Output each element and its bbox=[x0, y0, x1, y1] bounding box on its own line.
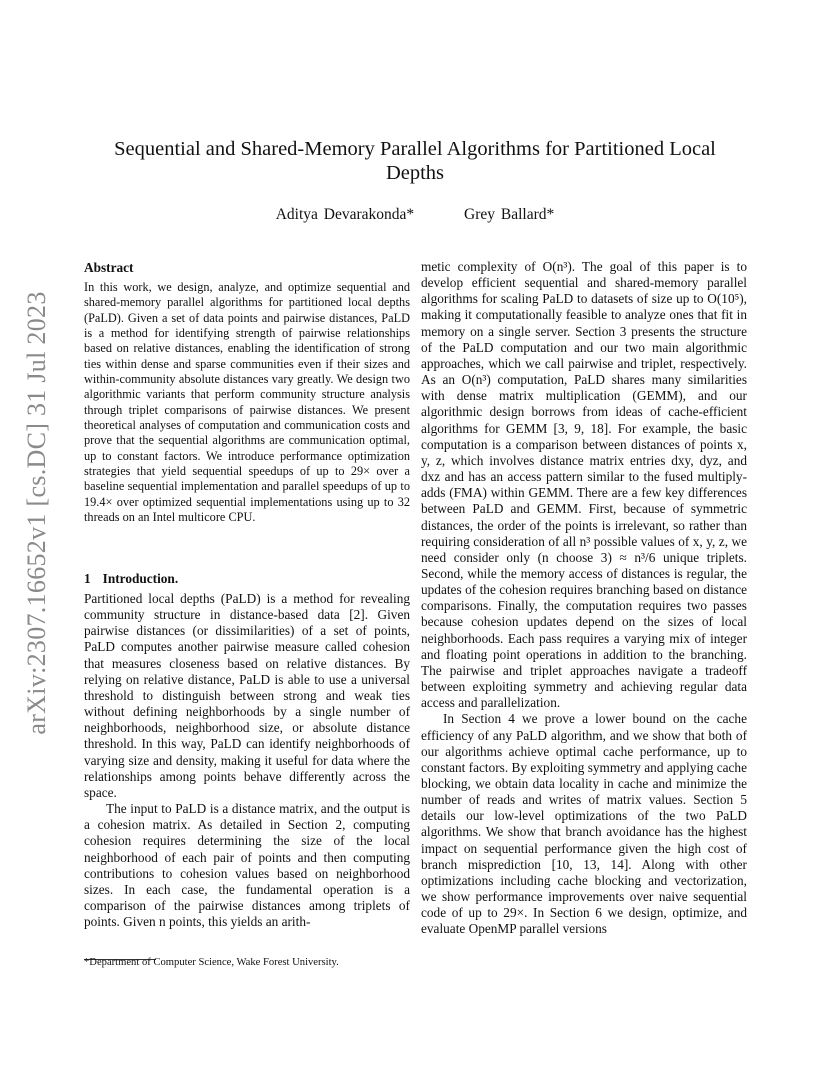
arxiv-identifier-sidebar bbox=[22, 293, 52, 733]
abstract-heading: Abstract bbox=[84, 260, 134, 275]
section-number: 1 bbox=[84, 571, 91, 586]
right-column-body bbox=[421, 259, 747, 938]
arxiv-identifier: arXiv:2307.16652v1 [cs.DC] 31 Jul 2023 bbox=[22, 291, 51, 735]
section-heading bbox=[84, 571, 178, 587]
abstract-text: In this work, we design, analyze, and optimize sequential and shared-memory parallel algorithms for partitioned local depths (PaLD). Given a set of data points and pairwise distances, PaLD is a method for identifying strength of pairwise relationships based on relative distances, enabling the identification of strong ties within dense and sparse communities even if their sizes and within-community absolute distances vary greatly. We design two algorithmic variants that perform community structure analysis through triplet comparisons of pairwise distances. We present theoretical analyses of computation and communication costs and prove that the sequential algorithms are communication optimal, up to constant factors. We introduce performance optimization strategies that yield sequential speedups of up to 29× over a baseline sequential implementation and parallel speedups of up to 19.4× over optimized sequential implementations using up to 32 threads on an Intel multicore CPU. bbox=[84, 280, 410, 525]
footnote: *Department of Computer Science, Wake Forest University. bbox=[84, 957, 339, 968]
paragraph: The input to PaLD is a distance matrix, and the output is a cohesion matrix. As detailed in Section 2, computing cohesion requires determining the size of the local neighborhood of each pair of points and then computing contributions to cohesion values based on neighborhood sizes. In each case, the fundamental operation is a comparison of the pairwise distances among triplets of points. Given n points, this yields an arith- bbox=[84, 801, 410, 930]
paper-title: Sequential and Shared-Memory Parallel Algorithms for Partitioned Local Depths bbox=[114, 138, 716, 184]
author-list bbox=[95, 206, 735, 224]
author-name: Aditya Devarakonda* bbox=[275, 206, 415, 223]
paragraph: In Section 4 we prove a lower bound on the cache efficiency of any PaLD algorithm, and we show that both of our algorithms achieve optimal cache performance, up to constant factors. By exploiting symmetry and applying cache blocking, we obtain data locality in cache and minimize the number of reads and writes of matrix values. Section 5 details our low-level optimizations of the two PaLD algorithms. We show that branch avoidance has the highest impact on sequential performance given the high cost of branch misprediction [10, 13, 14]. Along with other optimizations including cache blocking and vectorization, we show performance improvements over naive sequential code of up to 29×. In Section 6 we design, optimize, and evaluate OpenMP parallel versions bbox=[421, 711, 747, 937]
left-column-body bbox=[84, 591, 410, 930]
abstract-body bbox=[84, 280, 410, 526]
author-name: Grey Ballard* bbox=[464, 206, 555, 223]
paragraph: metic complexity of O(n³). The goal of this paper is to develop efficient sequential and shared-memory parallel algorithms for scaling PaLD to datasets of size up to O(10⁵), making it computationally feasible to analyze ones that fit in memory on a single server. Section 3 presents the structure of the PaLD computation and our two main algorithmic approaches, which we call pairwise and triplet, respectively. As an O(n³) computation, PaLD shares many similarities with dense matrix multiplication (GEMM), and our algorithmic design borrows from ideas of cache-efficient algorithms for GEMM [3, 9, 18]. For example, the basic computation is a comparison between distances of points x, y, z, which involves distance matrix entries dxy, dyz, and dxz and has an access pattern similar to the fused multiply-adds (FMA) within GEMM. There are a few key differences between PaLD and GEMM. First, because of symmetric distances, the order of the points is irrelevant, so rather than requiring consideration of all n³ possible values of x, y, z, we need consider only (n choose 3) ≈ n³/6 unique triplets. Second, while the memory access of distances is regular, the updates of the cohesion requires branching based on distance comparisons. Finally, the computation requires two passes because cohesion updates depend on the sizes of local neighborhoods. Each pass requires a varying mix of integer and floating point operations in addition to the branching. The pairwise and triplet approaches navigate a tradeoff between exploiting symmetry and achieving regular data access and parallelization. bbox=[421, 259, 747, 711]
section-title: Introduction. bbox=[102, 571, 179, 586]
paragraph: Partitioned local depths (PaLD) is a method for revealing community structure in distance-based data [2]. Given pairwise distances (or dissimilarities) of a set of points, PaLD computes another pairwise measure called cohesion that measures closeness based on relative distances. By relying on relative distance, PaLD is able to use a universal threshold to distinguish between strong and weak ties without defining neighborhoods by a single number of neighborhoods, neighborhood size, or absolute distance threshold. In this way, PaLD can identify neighborhoods of varying size and density, making it useful for data where the relationships among points behave differently across the space. bbox=[84, 591, 410, 800]
